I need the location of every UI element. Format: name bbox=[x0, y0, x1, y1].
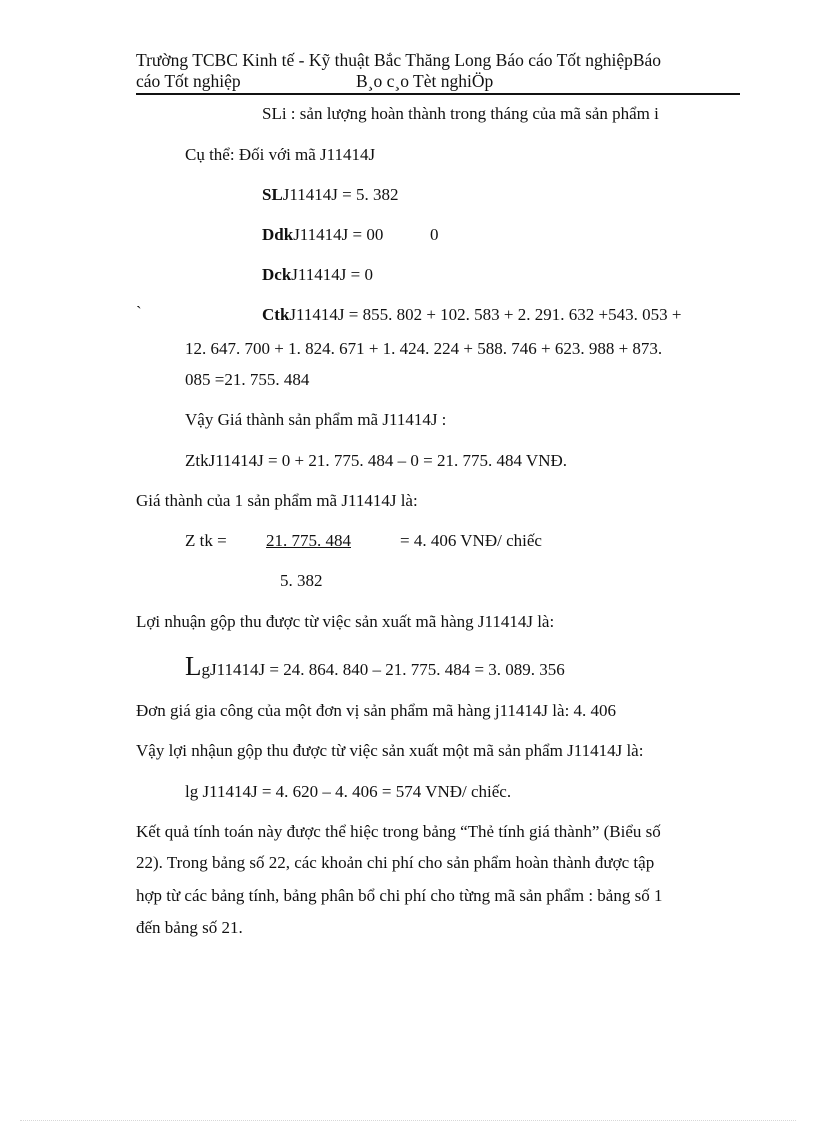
header-line-2-right: B¸o c¸o Tèt nghiÖp bbox=[356, 71, 494, 91]
z-numerator: 21. 775. 484 bbox=[266, 531, 351, 550]
dck-label: Dck bbox=[262, 265, 292, 284]
ddk-equation bbox=[262, 224, 383, 246]
specific-case: Cụ thể: Đối với mã J11414J bbox=[185, 145, 376, 164]
unit-profit-title: Vậy lợi nhậun gộp thu được từ việc sản xuất một mã sản phẩm J11414J là: bbox=[136, 741, 644, 760]
lg-value: gJ11414J = 24. 864. 840 – 21. 775. 484 = 3. 089. 356 bbox=[201, 660, 565, 679]
header-line-2-left: cáo Tốt nghiệp bbox=[136, 71, 241, 91]
lg-unit-equation: lg J11414J = 4. 620 – 4. 406 = 574 VNĐ/ chiếc. bbox=[185, 782, 512, 801]
ctk-value: J11414J = 855. 802 + 102. 583 + 2. 291. 632 +543. 053 + bbox=[289, 305, 682, 324]
ztk-equation: ZtkJ11414J = 0 + 21. 775. 484 – 0 = 21. 775. 484 VNĐ. bbox=[185, 451, 567, 470]
sl-definition: SLi : sản lượng hoàn thành trong tháng của mã sản phẩm i bbox=[262, 104, 659, 123]
z-label: Z tk = bbox=[185, 531, 227, 550]
z-result: = 4. 406 VNĐ/ chiếc bbox=[400, 531, 542, 550]
lg-big-letter: L bbox=[185, 651, 202, 681]
lg-equation bbox=[185, 651, 565, 681]
unit-cost-title: Giá thành của 1 sản phẩm mã J11414J là: bbox=[136, 491, 418, 510]
z-denominator: 5. 382 bbox=[280, 571, 323, 590]
ddk-value: J11414J = 00 bbox=[293, 225, 384, 244]
conclusion-line: Vậy Giá thành sản phẩm mã J11414J : bbox=[185, 410, 447, 429]
header-line-1: Trường TCBC Kinh tế - Kỹ thuật Bắc Thăng Long Báo cáo Tốt nghiệpBáo bbox=[136, 50, 662, 70]
profit-title: Lợi nhuận gộp thu được từ việc sản xuất mã hàng J11414J là: bbox=[136, 612, 555, 631]
dck-value: J11414J = 0 bbox=[291, 265, 373, 284]
dck-equation bbox=[262, 264, 373, 286]
sl-label: SL bbox=[262, 185, 283, 204]
result-paragraph-line-4: đến bảng số 21. bbox=[136, 918, 243, 937]
ctk-continuation-2: 085 =21. 755. 484 bbox=[185, 370, 310, 389]
header-rule bbox=[136, 93, 740, 95]
page-bottom-border bbox=[20, 1120, 796, 1121]
unit-price-line: Đơn giá gia công của một đơn vị sản phẩm mã hàng j11414J là: 4. 406 bbox=[136, 701, 617, 720]
result-paragraph-line-1: Kết quả tính toán này được thể hiệc trong bảng “Thẻ tính giá thành” (Biểu số bbox=[136, 822, 661, 841]
ddk-extra: 0 bbox=[430, 225, 439, 244]
result-paragraph-line-2: 22). Trong bảng số 22, các khoản chi phí cho sản phẩm hoàn thành được tập bbox=[136, 853, 655, 872]
ddk-label: Ddk bbox=[262, 225, 294, 244]
ctk-equation bbox=[262, 304, 681, 326]
result-paragraph-line-3: hợp từ các bảng tính, bảng phân bổ chi phí cho từng mã sản phẩm : bảng số 1 bbox=[136, 886, 663, 905]
backtick-mark: ` bbox=[136, 303, 142, 322]
ctk-label: Ctk bbox=[262, 305, 290, 324]
ctk-continuation-1: 12. 647. 700 + 1. 824. 671 + 1. 424. 224 + 588. 746 + 623. 988 + 873. bbox=[185, 339, 663, 358]
sl-value: J11414J = 5. 382 bbox=[282, 185, 399, 204]
sl-equation bbox=[262, 184, 399, 206]
